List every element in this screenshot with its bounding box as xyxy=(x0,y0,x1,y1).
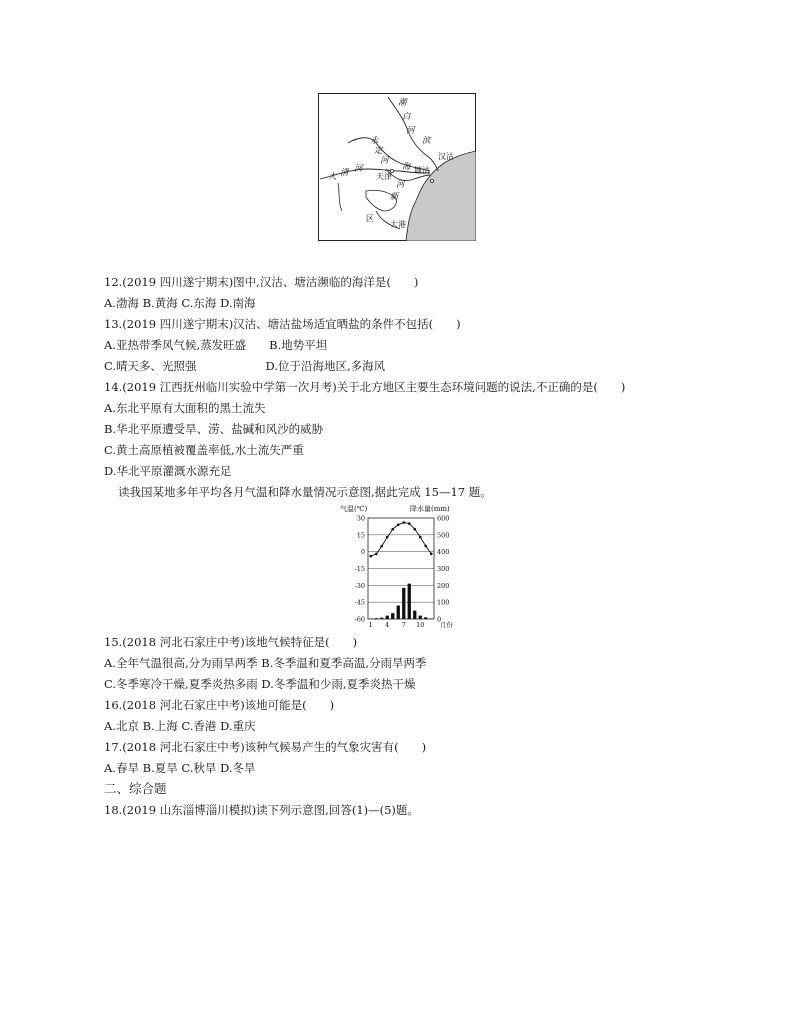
question-17-options: A.春旱 B.夏旱 C.秋旱 D.冬旱 xyxy=(104,761,256,775)
label-yongding-2: 定 xyxy=(374,146,383,156)
question-14-option-c: C.黄土高原植被覆盖率低,水土流失严重 xyxy=(104,443,304,457)
chart-grid xyxy=(368,518,434,619)
label-xin: 新 xyxy=(390,192,399,202)
month-tick-label: 1 xyxy=(368,621,373,629)
precip-bar xyxy=(380,618,383,619)
climate-chart xyxy=(338,502,470,632)
label-daqing-1: 大 xyxy=(328,172,337,182)
temp-tick-label: -30 xyxy=(354,581,365,590)
precip-bar xyxy=(402,588,405,619)
question-14: 14.(2019 江西抚州临川实验中学第一次月考)关于北方地区主要生态环境问题的说法,不正确的是( ) xyxy=(104,380,626,394)
temp-axis-label: 气温(℃) xyxy=(340,505,368,513)
question-14-option-a: A.东北平原有大面积的黑土流失 xyxy=(104,401,266,415)
label-yongding-1: 永 xyxy=(370,136,379,146)
question-12-options: A.渤海 B.黄海 C.东海 D.南海 xyxy=(104,296,256,310)
precip-bar xyxy=(375,618,378,619)
temperature-line xyxy=(369,521,432,557)
question-12: 12.(2019 四川遂宁期末)图中,汉沽、塘沽濒临的海洋是( ) xyxy=(104,275,419,289)
temp-curve xyxy=(371,523,432,557)
temp-tick-label: 15 xyxy=(356,531,365,540)
temp-point xyxy=(391,528,394,531)
month-tick-label: 7 xyxy=(401,621,406,629)
temp-tick-label: -15 xyxy=(354,565,365,573)
label-dagang: 大港 xyxy=(390,220,406,229)
question-14-option-b: B.华北平原遭受旱、涝、盐碱和风沙的威胁 xyxy=(104,422,324,436)
temp-tick-label: -45 xyxy=(354,598,365,607)
label-qu: 区 xyxy=(366,214,374,223)
temp-point xyxy=(397,523,400,526)
precip-tick-label: 0 xyxy=(437,615,442,624)
question-18: 18.(2019 山东淄博淄川模拟)读下列示意图,回答(1)—(5)题。 xyxy=(104,803,419,817)
label-tianjin: 天津 xyxy=(376,172,392,181)
question-15: 15.(2018 河北石家庄中考)该地气候特征是( ) xyxy=(104,635,358,649)
temp-tick-label: 0 xyxy=(360,548,365,557)
temp-point xyxy=(402,521,405,524)
tianjin-map xyxy=(318,93,476,241)
label-tanggu: 塘沽 xyxy=(414,166,430,175)
month-tick-label: 4 xyxy=(385,621,390,629)
question-14-option-d: D.华北平原灌溉水源充足 xyxy=(104,464,232,478)
temp-point xyxy=(419,536,422,539)
month-axis-label: 月份 xyxy=(440,621,453,629)
question-17: 17.(2018 河北石家庄中考)该种气候易产生的气象灾害有( ) xyxy=(104,740,427,754)
precip-bar xyxy=(369,618,372,619)
label-chaobai-1: 潮 xyxy=(398,98,407,108)
temp-point xyxy=(386,536,389,539)
precip-bar xyxy=(419,616,422,619)
temp-point xyxy=(430,553,433,556)
precip-tick-label: 500 xyxy=(437,531,450,540)
label-chaobai-2: 白 xyxy=(402,112,411,122)
precip-tick-label: 200 xyxy=(437,581,450,590)
question-15-options-ab: A.全年气温很高,分为雨旱两季 B.冬季温和夏季高温,分雨旱两季 xyxy=(104,656,427,670)
label-bin: 滨 xyxy=(422,136,431,146)
label-daqing-2: 清 xyxy=(340,168,349,178)
question-13-options-cd: C.晴天多、光照强 D.位于沿海地区,多海风 xyxy=(104,359,386,373)
precip-bar xyxy=(397,606,400,619)
precip-tick-label: 600 xyxy=(437,514,450,523)
temp-point xyxy=(369,555,372,558)
question-16-options: A.北京 B.上海 C.香港 D.重庆 xyxy=(104,719,256,733)
temp-tick-label: 30 xyxy=(356,514,365,523)
month-tick-label: 10 xyxy=(416,621,425,629)
question-16: 16.(2018 河北石家庄中考)该地可能是( ) xyxy=(104,698,335,712)
question-13: 13.(2019 四川遂宁期末)汉沽、塘沽盐场适宜晒盐的条件不包括( ) xyxy=(104,317,461,331)
precip-bar xyxy=(391,613,394,619)
label-hai-1: 海 xyxy=(402,162,411,172)
temp-point xyxy=(424,545,427,548)
temp-point xyxy=(413,528,416,531)
label-hanggu: 汉沽 xyxy=(438,152,454,161)
label-hai-2: 河 xyxy=(396,180,405,190)
precip-bar xyxy=(424,617,427,619)
precip-tick-label: 400 xyxy=(437,548,450,557)
label-chaobai-3: 河 xyxy=(406,126,415,136)
precip-bar xyxy=(386,616,389,619)
label-yongding-3: 河 xyxy=(380,156,389,166)
precip-bar xyxy=(430,618,433,619)
precip-tick-label: 300 xyxy=(437,565,450,573)
precip-bar xyxy=(408,584,411,619)
section-heading: 二、综合题 xyxy=(104,781,167,796)
temp-point xyxy=(375,553,378,556)
temp-point xyxy=(380,545,383,548)
temp-tick-label: -60 xyxy=(354,615,365,624)
precip-tick-label: 100 xyxy=(437,598,450,607)
question-13-options-ab: A.亚热带季风气候,蒸发旺盛 B.地势平坦 xyxy=(104,338,328,352)
chart-intro: 读我国某地多年平均各月气温和降水量情况示意图,据此完成 15—17 题。 xyxy=(118,485,492,499)
precip-axis-label: 降水量(mm) xyxy=(410,505,450,513)
precipitation-bars xyxy=(369,584,433,619)
precip-bar xyxy=(413,611,416,619)
label-daqing-3: 河 xyxy=(354,164,363,174)
question-15-options-cd: C.冬季寒冷干燥,夏季炎热多雨 D.冬季温和少雨,夏季炎热干燥 xyxy=(104,677,416,691)
temp-point xyxy=(408,522,411,525)
tanggu-dot xyxy=(430,179,433,182)
